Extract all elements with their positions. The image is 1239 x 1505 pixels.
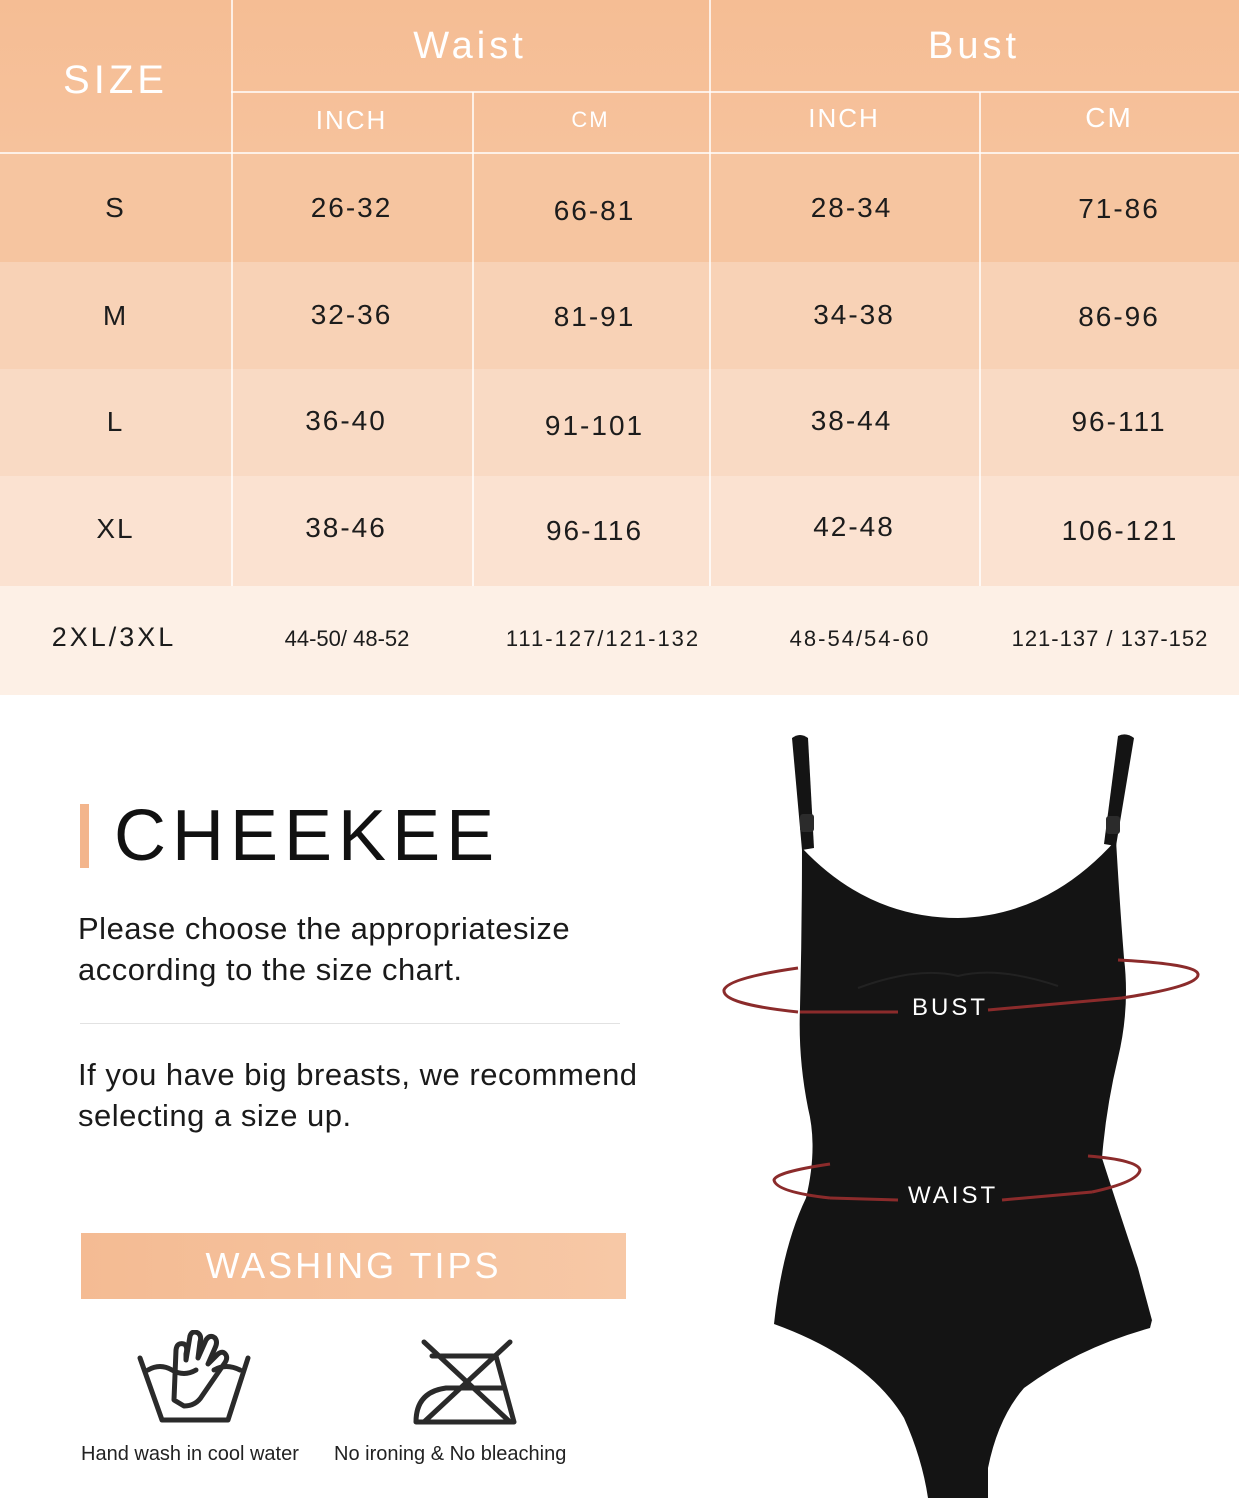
waist-inch-cell: 32-36 <box>310 299 393 330</box>
section-divider <box>80 1023 620 1024</box>
bust-label: BUST <box>912 994 989 1021</box>
bust-cm-header: CM <box>1085 102 1133 133</box>
bust-header: Bust <box>927 24 1021 67</box>
waist-cm-cell: 96-116 <box>545 515 644 546</box>
waist-label: WAIST <box>908 1182 999 1209</box>
big-bust-advice-text: If you have big breasts, we recommend selecting a size up. <box>78 1057 638 1133</box>
bust-inch-header: INCH <box>808 102 880 133</box>
no-ironing-label: No ironing & No bleaching <box>334 1443 567 1465</box>
size-advice-text: Please choose the appropriatesize according to the size chart. <box>78 911 571 987</box>
bust-inch-cell: 34-38 <box>813 299 895 330</box>
waist-cm-cell: 66-81 <box>553 195 636 226</box>
size-cell: 2XL/3XL <box>51 621 177 652</box>
bust-inch-cell: 48-54/54-60 <box>789 626 931 651</box>
no-ironing-icon <box>410 1338 520 1428</box>
bust-cm-cell: 121-137 / 137-152 <box>1011 626 1209 651</box>
hand-wash-icon <box>136 1330 252 1424</box>
size-chart-table <box>0 0 1239 695</box>
bust-inch-cell: 28-34 <box>810 192 893 223</box>
bust-cm-cell: 106-121 <box>1061 515 1179 546</box>
waist-cm-cell: 91-101 <box>544 410 645 441</box>
waist-header: Waist <box>413 24 527 67</box>
brand-name: CHEEKEE <box>114 796 501 876</box>
left-strap <box>792 735 814 850</box>
waist-inch-cell: 36-40 <box>305 405 387 436</box>
size-cell: L <box>106 406 125 437</box>
bust-cm-cell: 86-96 <box>1078 301 1160 332</box>
bodysuit-illustration <box>718 728 1208 1500</box>
size-cell: XL <box>96 513 135 544</box>
grid-line <box>231 91 1239 93</box>
waist-inch-cell: 38-46 <box>305 512 387 543</box>
bust-inch-cell: 42-48 <box>813 511 895 542</box>
washing-tips-banner: WASHING TIPS <box>81 1233 626 1299</box>
waist-cm-header: CM <box>571 107 610 132</box>
size-header: SIZE <box>63 57 168 102</box>
waist-cm-cell: 111-127/121-132 <box>505 626 701 651</box>
waist-inch-cell: 26-32 <box>310 192 393 223</box>
size-cell: M <box>102 300 129 331</box>
waist-inch-cell: 44-50/ 48-52 <box>284 626 410 651</box>
waist-cm-cell: 81-91 <box>553 301 636 332</box>
waist-inch-header: INCH <box>315 104 388 135</box>
brand-accent-bar <box>80 804 89 868</box>
grid-line <box>0 152 1239 154</box>
size-cell: S <box>105 192 126 223</box>
bust-cm-cell: 71-86 <box>1078 193 1160 224</box>
bust-cm-cell: 96-111 <box>1071 406 1167 437</box>
hand-wash-label: Hand wash in cool water <box>81 1443 299 1465</box>
bust-inch-cell: 38-44 <box>810 405 893 436</box>
